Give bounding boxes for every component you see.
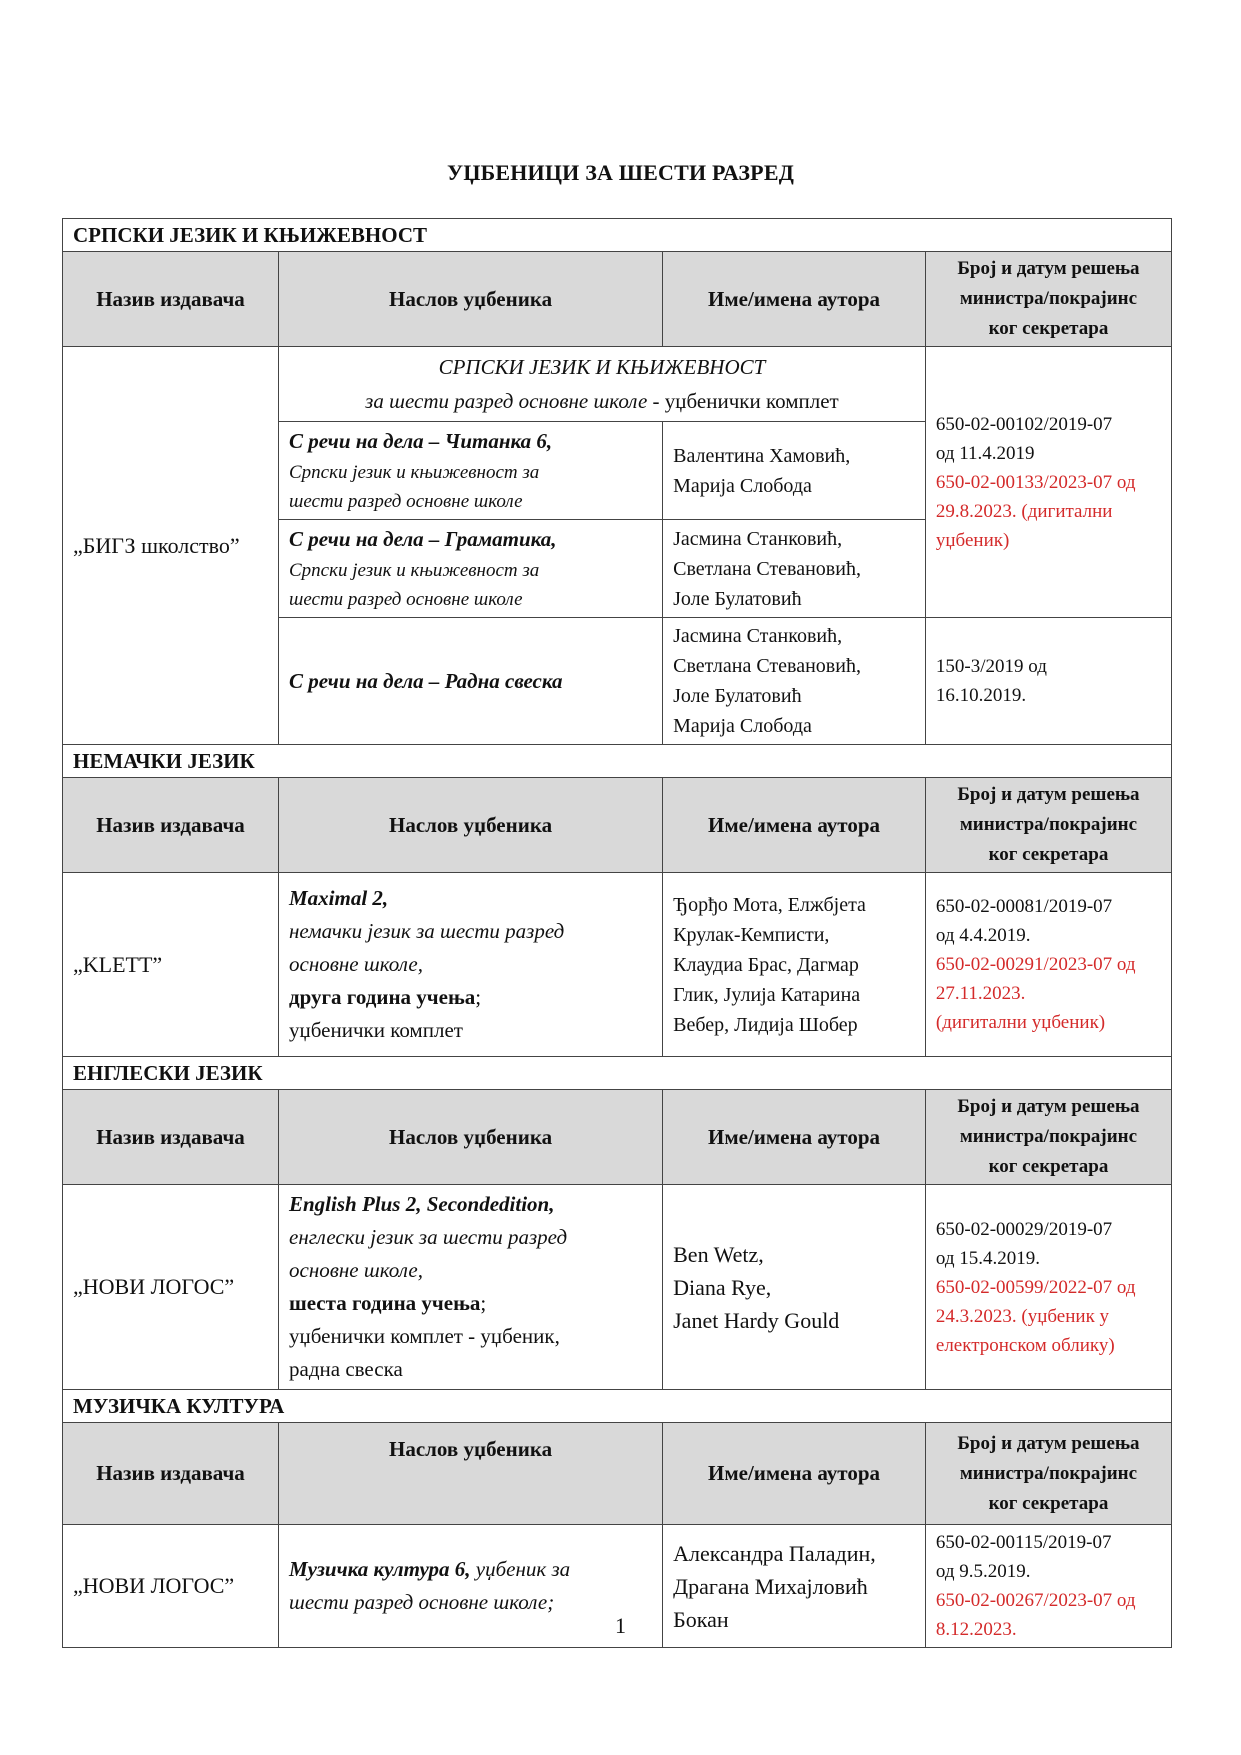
book-title-cell: С речи на дела – Читанка 6, Српски језик и књижевност за шести разред основне школе xyxy=(279,422,663,520)
header-publisher: Назив издавача xyxy=(63,778,279,873)
header-publisher: Назив издавача xyxy=(63,1090,279,1185)
section-heading: НЕМАЧКИ ЈЕЗИК xyxy=(63,745,1172,778)
page-number: 1 xyxy=(615,1613,626,1638)
set-title-cell: СРПСКИ ЈЕЗИК И КЊИЖЕВНОСТ за шести разред основне школе - уџбенички комплет xyxy=(279,347,926,422)
table-header-row xyxy=(63,778,1172,873)
page-title: УЏБЕНИЦИ ЗА ШЕСТИ РАЗРЕД xyxy=(446,160,795,185)
book-title-cell: Maximal 2, немачки језик за шести разред основне школе, друга година учења; уџбенички комплет xyxy=(279,873,663,1057)
authors-cell: Ben Wetz, Diana Rye, Janet Hardy Gould xyxy=(663,1185,926,1390)
header-decision: Број и датум решења министра/покрајинс ког секретара xyxy=(925,252,1171,347)
decision-cell: 650-02-00102/2019-07 од 11.4.2019 650-02-00133/2023-07 од 29.8.2023. (дигитални уџбеник) xyxy=(925,347,1171,618)
authors-cell: Александра Паладин, Драгана Михајловић Бокан xyxy=(663,1525,926,1648)
decision-cell: 650-02-00029/2019-07 од 15.4.2019. 650-02-00599/2022-07 од 24.3.2023. (уџбеник у електронском облику) xyxy=(925,1185,1171,1390)
publisher-cell: „НОВИ ЛОГОС” xyxy=(63,1185,279,1390)
decision-cell: 150-3/2019 од 16.10.2019. xyxy=(925,618,1171,745)
header-book-title: Наслов уџбеника xyxy=(279,252,663,347)
header-decision: Број и датум решења министра/покрајинс ког секретара xyxy=(925,1423,1171,1525)
book-title-cell: English Plus 2, Secondedition, енглески језик за шести разред основне школе, шеста година учења; уџбенички комплет - уџбеник, радна свеска xyxy=(279,1185,663,1390)
authors-cell: Јасмина Станковић, Светлана Стевановић, Јоле Булатовић Марија Слобода xyxy=(663,618,926,745)
textbooks-table xyxy=(62,218,1172,1648)
table-header-row xyxy=(63,1423,1172,1525)
header-book-title: Наслов уџбеника xyxy=(279,1423,663,1525)
book-title-cell: С речи на дела – Граматика, Српски језик и књижевност за шести разред основне школе xyxy=(279,520,663,618)
header-authors: Име/имена аутора xyxy=(663,252,926,347)
header-authors: Име/имена аутора xyxy=(663,1423,926,1525)
section-heading: МУЗИЧКА КУЛТУРА xyxy=(63,1390,1172,1423)
section-heading: СРПСКИ ЈЕЗИК И КЊИЖЕВНОСТ xyxy=(63,219,1172,252)
table-row xyxy=(63,347,1172,422)
table-header-row xyxy=(63,1090,1172,1185)
header-decision: Број и датум решења министра/покрајинс ког секретара xyxy=(925,1090,1171,1185)
decision-cell: 650-02-00115/2019-07 од 9.5.2019. 650-02-00267/2023-07 од 8.12.2023. xyxy=(925,1525,1171,1648)
decision-cell: 650-02-00081/2019-07 од 4.4.2019. 650-02-00291/2023-07 од 27.11.2023. (дигитални уџбеник) xyxy=(925,873,1171,1057)
header-book-title: Наслов уџбеника xyxy=(279,1090,663,1185)
header-book-title: Наслов уџбеника xyxy=(279,778,663,873)
authors-cell: Ђорђо Мота, Елжбјета Крулак-Кемписти, Клаудиа Брас, Дагмар Глик, Јулија Катарина Вебер, Лидија Шобер xyxy=(663,873,926,1057)
book-title-cell: С речи на дела – Радна свеска xyxy=(279,618,663,745)
header-authors: Име/имена аутора xyxy=(663,778,926,873)
table-header-row xyxy=(63,252,1172,347)
header-decision: Број и датум решења министра/покрајинс ког секретара xyxy=(925,778,1171,873)
table-row xyxy=(63,873,1172,1057)
section-heading: ЕНГЛЕСКИ ЈЕЗИК xyxy=(63,1057,1172,1090)
book-title-cell: Музичка култура 6, уџбеник за шести разред основне школе; xyxy=(279,1525,663,1648)
publisher-cell: „БИГЗ школство” xyxy=(63,347,279,745)
authors-cell: Јасмина Станковић, Светлана Стевановић, Јоле Булатовић xyxy=(663,520,926,618)
header-authors: Име/имена аутора xyxy=(663,1090,926,1185)
table-row xyxy=(63,1185,1172,1390)
header-publisher: Назив издавача xyxy=(63,1423,279,1525)
publisher-cell: „НОВИ ЛОГОС” xyxy=(63,1525,279,1648)
publisher-cell: „KLETT” xyxy=(63,873,279,1057)
header-publisher: Назив издавача xyxy=(63,252,279,347)
authors-cell: Валентина Хамовић, Марија Слобода xyxy=(663,422,926,520)
